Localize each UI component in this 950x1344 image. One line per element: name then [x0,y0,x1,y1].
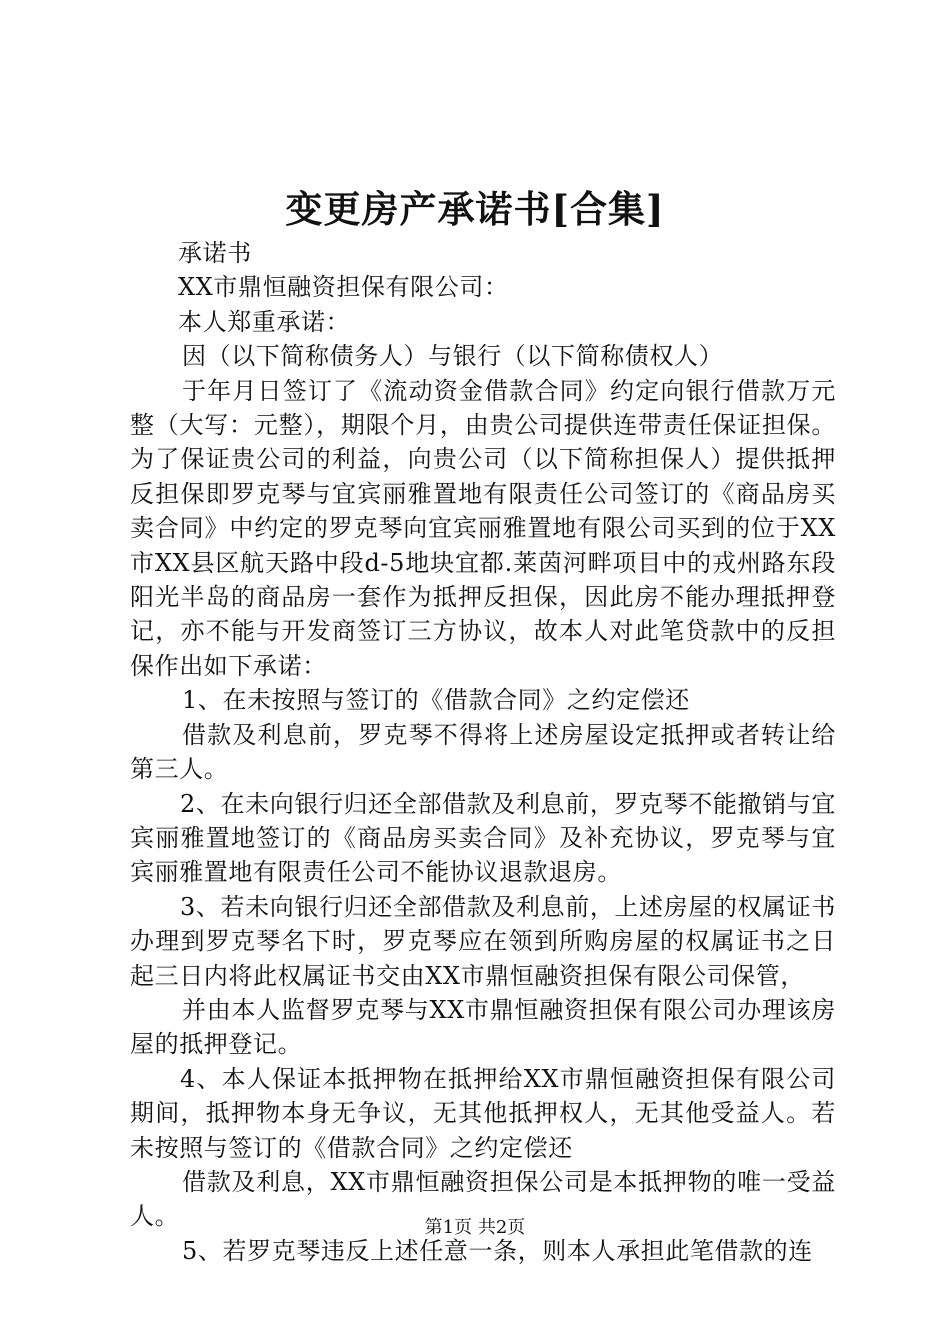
document-body [130,236,836,1268]
document-title: 变更房产承诺书[合集] [285,187,665,231]
paragraph: 于年月日签订了《流动资金借款合同》约定向银行借款万元整（大写：元整），期限个月，由贵公司提供连带责任保证担保。为了保证贵公司的利益，向贵公司（以下简称担保人）提供抵押反担保即罗克琴与宜宾丽雅置地有限责任公司签订的《商品房买卖合同》中约定的罗克琴向宜宾丽雅置地有限公司买到的位于XX市XX县区航天路中段d-5地块宜都.莱茵河畔项目中的戎州路东段阳光半岛的商品房一套作为抵押反担保，因此房不能办理抵押登记，亦不能与开发商签订三方协议，故本人对此笔贷款中的反担保作出如下承诺： [130,376,836,680]
paragraph: 因（以下简称债务人）与银行（以下简称债权人） [182,342,724,371]
page-footer: 第1页 共2页 [424,1217,526,1238]
paragraph: 5、若罗克琴违反上述任意一条，则本人承担此笔借款的连 [182,1236,813,1265]
paragraph: 3、若未向银行归还全部借款及利息前，上述房屋的权属证书办理到罗克琴名下时，罗克琴应在领到所购房屋的权属证书之日起三日内将此权属证书交由XX市鼎恒融资担保有限公司保管， [130,892,836,990]
paragraph: 2、在未向银行归还全部借款及利息前，罗克琴不能撤销与宜宾丽雅置地签订的《商品房买卖合同》及补充协议，罗克琴与宜宾丽雅置地有限责任公司不能协议退款退房。 [130,789,836,887]
paragraph: 借款及利息前，罗克琴不得将上述房屋设定抵押或者转让给第三人。 [130,720,836,784]
paragraph: 本人郑重承诺： [178,307,351,336]
paragraph: 1、在未按照与签订的《借款合同》之约定偿还 [182,686,690,715]
paragraph: 借款及利息，XX市鼎恒融资担保公司是本抵押物的唯一受益人。 [130,1167,836,1231]
paragraph: 承诺书 [178,239,252,267]
paragraph: 并由本人监督罗克琴与XX市鼎恒融资担保有限公司办理该房屋的抵押登记。 [130,995,836,1059]
paragraph: 4、本人保证本抵押物在抵押给XX市鼎恒融资担保有限公司期间，抵押物本身无争议，无其他抵押权人，无其他受益人。若未按照与签订的《借款合同》之约定偿还 [130,1064,836,1162]
paragraph: XX市鼎恒融资担保有限公司： [178,273,509,302]
